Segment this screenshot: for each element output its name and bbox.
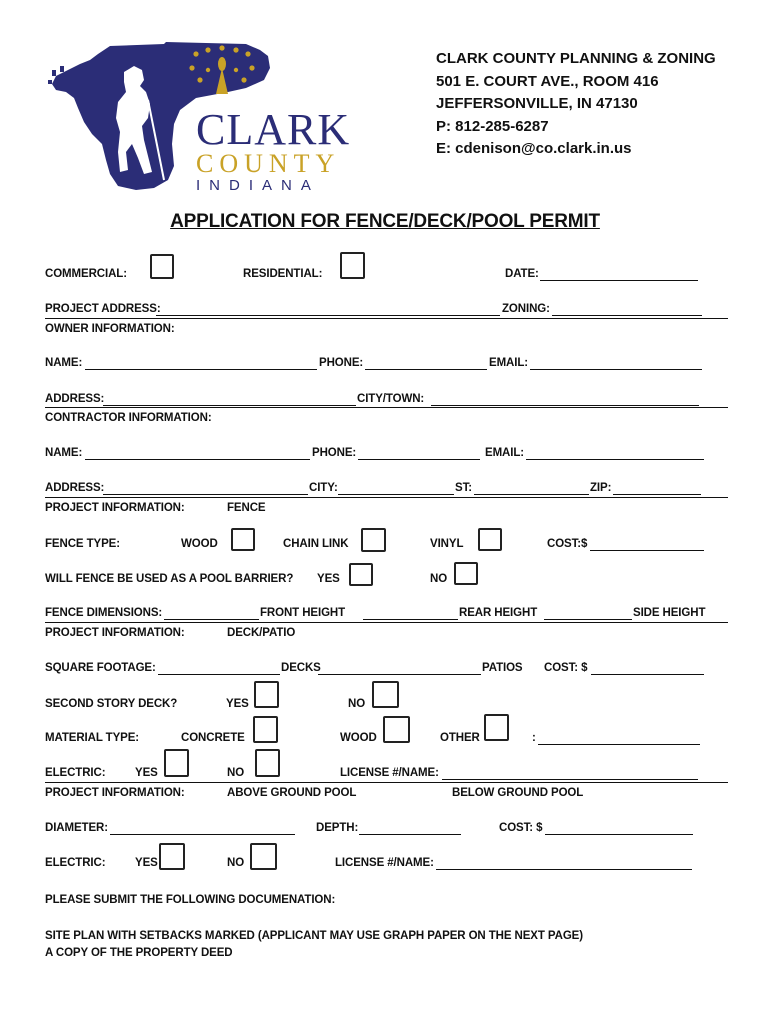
deck-section-label: DECK/PATIO [227, 627, 296, 639]
contractor-city-label: CITY: [309, 482, 338, 494]
section-divider [45, 782, 728, 783]
deck-heading: PROJECT INFORMATION: [45, 627, 185, 639]
front-height-field[interactable] [164, 608, 259, 620]
fence-chain-link-label: CHAIN LINK [283, 538, 349, 550]
pool-electric-yes-checkbox[interactable] [159, 843, 185, 870]
project-address-label: PROJECT ADDRESS: [45, 303, 161, 315]
date-label: DATE: [505, 268, 539, 280]
pool-barrier-no-label: NO [430, 573, 448, 585]
material-type-label: MATERIAL TYPE: [45, 732, 140, 744]
commercial-checkbox[interactable] [150, 254, 174, 279]
logo-word-county: COUNTY [196, 149, 341, 178]
residential-label: RESIDENTIAL: [243, 268, 323, 280]
owner-phone-field[interactable] [365, 358, 487, 370]
documentation-item-deed: A COPY OF THE PROPERTY DEED [45, 947, 233, 959]
pool-heading: PROJECT INFORMATION: [45, 787, 185, 799]
contractor-zip-label: ZIP: [590, 482, 612, 494]
date-field[interactable] [540, 269, 698, 281]
contractor-email-field[interactable] [526, 448, 704, 460]
contractor-phone-label: PHONE: [312, 447, 357, 459]
material-other-colon: : [532, 732, 536, 744]
contractor-city-field[interactable] [338, 483, 454, 495]
contractor-phone-field[interactable] [358, 448, 480, 460]
above-ground-pool-label: ABOVE GROUND POOL [227, 787, 357, 799]
pool-electric-no-checkbox[interactable] [250, 843, 277, 870]
diameter-label: DIAMETER: [45, 822, 108, 834]
project-address-field[interactable] [156, 304, 500, 316]
office-email: E: cdenison@co.clark.in.us [436, 140, 632, 157]
fence-wood-label: WOOD [181, 538, 218, 550]
owner-city-label: CITY/TOWN: [357, 393, 425, 405]
zoning-label: ZONING: [502, 303, 550, 315]
fence-heading: PROJECT INFORMATION: [45, 502, 185, 514]
zoning-field[interactable] [552, 304, 702, 316]
pool-electric-yes-label: YES [135, 857, 158, 869]
fence-vinyl-checkbox[interactable] [478, 528, 502, 551]
rear-height-label: REAR HEIGHT [459, 607, 538, 619]
deck-cost-field[interactable] [591, 663, 704, 675]
second-story-label: SECOND STORY DECK? [45, 698, 178, 710]
side-height-label: SIDE HEIGHT [633, 607, 706, 619]
commercial-label: COMMERCIAL: [45, 268, 127, 280]
office-city: JEFFERSONVILLE, IN 47130 [436, 95, 638, 112]
pool-cost-field[interactable] [545, 823, 693, 835]
second-story-no-checkbox[interactable] [372, 681, 399, 708]
pool-license-label: LICENSE #/NAME: [335, 857, 434, 869]
section-divider [45, 622, 728, 623]
fence-chain-link-checkbox[interactable] [361, 528, 386, 552]
contractor-name-field[interactable] [85, 448, 310, 460]
deck-electric-no-label: NO [227, 767, 245, 779]
logo-word-clark: CLARK [196, 105, 351, 154]
pool-barrier-yes-checkbox[interactable] [349, 563, 373, 586]
deck-electric-no-checkbox[interactable] [255, 749, 280, 777]
residential-checkbox[interactable] [340, 252, 365, 279]
material-wood-checkbox[interactable] [383, 716, 410, 743]
owner-city-field[interactable] [431, 394, 699, 406]
diameter-field[interactable] [110, 823, 295, 835]
depth-label: DEPTH: [316, 822, 359, 834]
pool-electric-no-label: NO [227, 857, 245, 869]
office-address-block [436, 48, 716, 161]
owner-address-label: ADDRESS: [45, 393, 105, 405]
fence-section-label: FENCE [227, 502, 266, 514]
contractor-st-label: ST: [455, 482, 472, 494]
pool-electric-label: ELECTRIC: [45, 857, 106, 869]
contractor-zip-field[interactable] [613, 483, 701, 495]
fence-cost-label: COST:$ [547, 538, 588, 550]
section-divider [45, 407, 728, 408]
pool-barrier-label: WILL FENCE BE USED AS A POOL BARRIER? [45, 573, 294, 585]
material-concrete-checkbox[interactable] [253, 716, 278, 743]
documentation-heading: PLEASE SUBMIT THE FOLLOWING DOCUMENATION: [45, 894, 336, 906]
depth-field[interactable] [359, 823, 461, 835]
contractor-email-label: EMAIL: [485, 447, 525, 459]
section-divider [45, 497, 728, 498]
material-wood-label: WOOD [340, 732, 377, 744]
deck-electric-label: ELECTRIC: [45, 767, 106, 779]
pool-license-field[interactable] [436, 858, 692, 870]
logo-word-indiana: INDIANA [196, 177, 320, 194]
owner-address-field[interactable] [103, 394, 356, 406]
office-phone: P: 812-285-6287 [436, 117, 549, 135]
owner-heading: OWNER INFORMATION: [45, 323, 175, 335]
patios-sqft-field[interactable] [318, 663, 481, 675]
clark-county-logo [46, 40, 376, 195]
form-title: APPLICATION FOR FENCE/DECK/POOL PERMIT [170, 211, 600, 232]
second-story-yes-label: YES [226, 698, 249, 710]
section-divider [45, 318, 728, 319]
fence-cost-field[interactable] [590, 539, 704, 551]
front-height-label: FRONT HEIGHT [260, 607, 346, 619]
pool-barrier-yes-label: YES [317, 573, 340, 585]
deck-cost-label: COST: $ [544, 662, 588, 674]
decks-sqft-field[interactable] [158, 663, 280, 675]
material-concrete-label: CONCRETE [181, 732, 245, 744]
owner-phone-label: PHONE: [319, 357, 364, 369]
office-name: CLARK COUNTY PLANNING & ZONING [436, 50, 716, 67]
material-other-checkbox[interactable] [484, 714, 509, 741]
pool-cost-label: COST: $ [499, 822, 543, 834]
decks-label: DECKS [281, 662, 321, 674]
contractor-st-field[interactable] [474, 483, 589, 495]
material-other-field[interactable] [538, 733, 700, 745]
contractor-address-label: ADDRESS: [45, 482, 105, 494]
deck-license-label: LICENSE #/NAME: [340, 767, 439, 779]
deck-electric-yes-label: YES [135, 767, 158, 779]
deck-electric-yes-checkbox[interactable] [164, 749, 189, 777]
fence-dimensions-label: FENCE DIMENSIONS: [45, 607, 163, 619]
owner-name-label: NAME: [45, 357, 83, 369]
contractor-name-label: NAME: [45, 447, 83, 459]
deck-license-field[interactable] [442, 768, 698, 780]
owner-email-field[interactable] [530, 358, 702, 370]
office-street: 501 E. COURT AVE., ROOM 416 [436, 72, 659, 90]
contractor-heading: CONTRACTOR INFORMATION: [45, 412, 212, 424]
documentation-item-site-plan: SITE PLAN WITH SETBACKS MARKED (APPLICANT MAY USE GRAPH PAPER ON THE NEXT PAGE) [45, 930, 583, 942]
below-ground-pool-label: BELOW GROUND POOL [452, 787, 584, 799]
owner-name-field[interactable] [85, 358, 317, 370]
rear-height-field[interactable] [363, 608, 458, 620]
square-footage-label: SQUARE FOOTAGE: [45, 662, 156, 674]
fence-wood-checkbox[interactable] [231, 528, 255, 551]
fence-type-label: FENCE TYPE: [45, 538, 120, 550]
second-story-yes-checkbox[interactable] [254, 681, 279, 708]
pool-barrier-no-checkbox[interactable] [454, 562, 478, 585]
side-height-field[interactable] [544, 608, 632, 620]
patios-label: PATIOS [482, 662, 523, 674]
fence-vinyl-label: VINYL [430, 538, 464, 550]
contractor-address-field[interactable] [103, 483, 308, 495]
material-other-label: OTHER [440, 732, 480, 744]
second-story-no-label: NO [348, 698, 366, 710]
owner-email-label: EMAIL: [489, 357, 529, 369]
